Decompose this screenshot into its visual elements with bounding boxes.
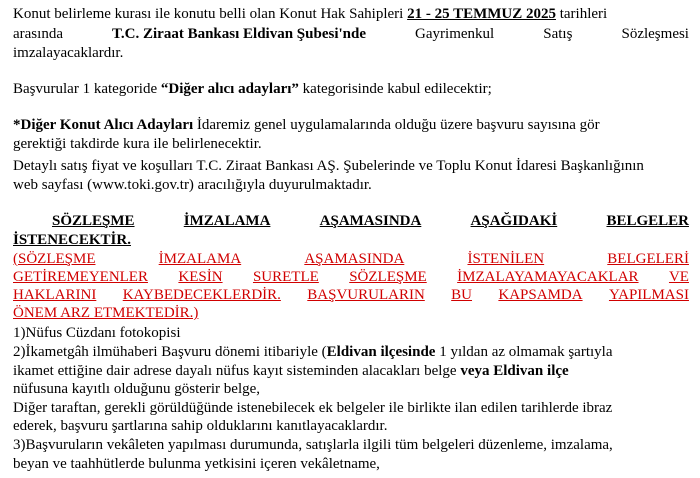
intro-text-end: tarihleri xyxy=(555,6,608,22)
intro-word: arasında xyxy=(13,26,63,42)
note-line-2: gerektiği takdirde kura ile belirlenecektir. xyxy=(13,136,262,152)
district-name: veya Eldivan ilçe xyxy=(460,363,569,379)
warning-word: İMZALAYAMAYACAKLAR xyxy=(457,269,639,285)
warning-word: KESİN xyxy=(178,269,223,285)
warning-line-1 xyxy=(13,250,689,268)
details-line-1: Detaylı satış fiyat ve koşulları T.C. Ziraat Bankası AŞ. Şubelerinde ve Toplu Konut İdaresi Başkanlığının xyxy=(13,158,644,174)
warning-word: SÖZLEŞME xyxy=(349,269,427,285)
bank-branch: T.C. Ziraat Bankası Eldivan Şubesi'nde xyxy=(112,26,366,42)
category-text: Başvurular 1 kategoride xyxy=(13,81,161,97)
warning-word: AŞAMASINDA xyxy=(304,251,405,267)
item-2-line-2 xyxy=(13,362,569,380)
extra-line-1: Diğer taraftan, gerekli görüldüğünde istenebilecek ek belgeler ile birlikte ilan edilen tarihlerde ibraz xyxy=(13,400,613,416)
item-3-line-2: beyan ve taahhütlerde bulunma yetkisini içeren vekâletname, xyxy=(13,456,380,472)
intro-text: Konut belirleme kurası ile konutu belli olan Konut Hak Sahipleri xyxy=(13,6,408,22)
item-1: 1)Nüfus Cüzdanı fotokopisi xyxy=(13,325,181,341)
warning-word: BU xyxy=(451,287,473,303)
item-2-line-3: nüfusuna kayıtlı olduğunu gösterir belge, xyxy=(13,381,261,397)
warning-word: HAKLARINI xyxy=(13,287,97,303)
warning-word: BAŞVURULARIN xyxy=(307,287,425,303)
warning-word: VE xyxy=(668,269,689,285)
heading-word: İMZALAMA xyxy=(183,213,271,229)
item-3-line-1: 3)Başvuruların vekâleten yapılması durumunda, satışlarla ilgili tüm belgeleri düzenleme, imzalama, xyxy=(13,437,613,453)
category-statement xyxy=(13,80,492,98)
category-text-end: kategorisinde kabul edilecektir; xyxy=(298,81,492,97)
warning-line-3 xyxy=(13,286,689,304)
warning-word: SURETLE xyxy=(252,269,319,285)
district-name: Eldivan ilçesinde xyxy=(326,344,436,360)
extra-line-2: ederek, başvuru şartlarına sahip olduklarını kanıtlayacaklardır. xyxy=(13,418,388,434)
note-line-1 xyxy=(13,116,600,134)
warning-word: İMZALAMA xyxy=(158,251,242,267)
item-2-line-1 xyxy=(13,343,612,361)
details-line-2: web sayfası (www.toki.gov.tr) aracılığıyla duyurulmaktadır. xyxy=(13,177,372,193)
warning-line-2 xyxy=(13,268,689,286)
warning-word: KAYBEDECEKLERDİR. xyxy=(122,287,281,303)
category-name: “Diğer alıcı adayları” xyxy=(160,81,299,97)
intro-line-3: imzalayacaklardır. xyxy=(13,45,124,61)
warning-word: GETİREMEYENLER xyxy=(13,269,148,285)
intro-line-1 xyxy=(13,5,689,23)
intro-word: Sözleşmesi xyxy=(621,26,689,42)
warning-word: (SÖZLEŞME xyxy=(13,251,96,267)
warning-word: BELGELERİ xyxy=(607,251,689,267)
documents-heading-line-2: İSTENECEKTİR. xyxy=(13,232,131,248)
item-text: ikamet ettiğine dair adrese dayalı nüfus kayıt sisteminden alacakları belge xyxy=(13,363,461,379)
documents-heading xyxy=(52,212,689,230)
warning-word: KAPSAMDA xyxy=(498,287,583,303)
intro-word: Satış xyxy=(543,26,573,42)
note-label: *Diğer Konut Alıcı Adayları xyxy=(13,117,194,133)
intro-word: Gayrimenkul xyxy=(415,26,495,42)
intro-line-2 xyxy=(13,25,689,43)
heading-word: AŞAMASINDA xyxy=(319,213,422,229)
note-text: İdaremiz genel uygulamalarında olduğu üzere başvuru sayısına gör xyxy=(193,117,600,133)
heading-word: BELGELER xyxy=(606,213,689,229)
warning-word: İSTENİLEN xyxy=(467,251,545,267)
warning-word: YAPILMASI xyxy=(608,287,689,303)
heading-word: SÖZLEŞME xyxy=(52,213,135,229)
item-text-end: 1 yıldan az olmamak şartıyla xyxy=(435,344,613,360)
date-range: 21 - 25 TEMMUZ 2025 xyxy=(407,6,556,22)
warning-line-4: ÖNEM ARZ ETMEKTEDİR.) xyxy=(13,305,199,321)
item-text: 2)İkametgâh ilmühaberi Başvuru dönemi itibariyle ( xyxy=(13,344,327,360)
heading-word: AŞAĞIDAKİ xyxy=(470,213,558,229)
